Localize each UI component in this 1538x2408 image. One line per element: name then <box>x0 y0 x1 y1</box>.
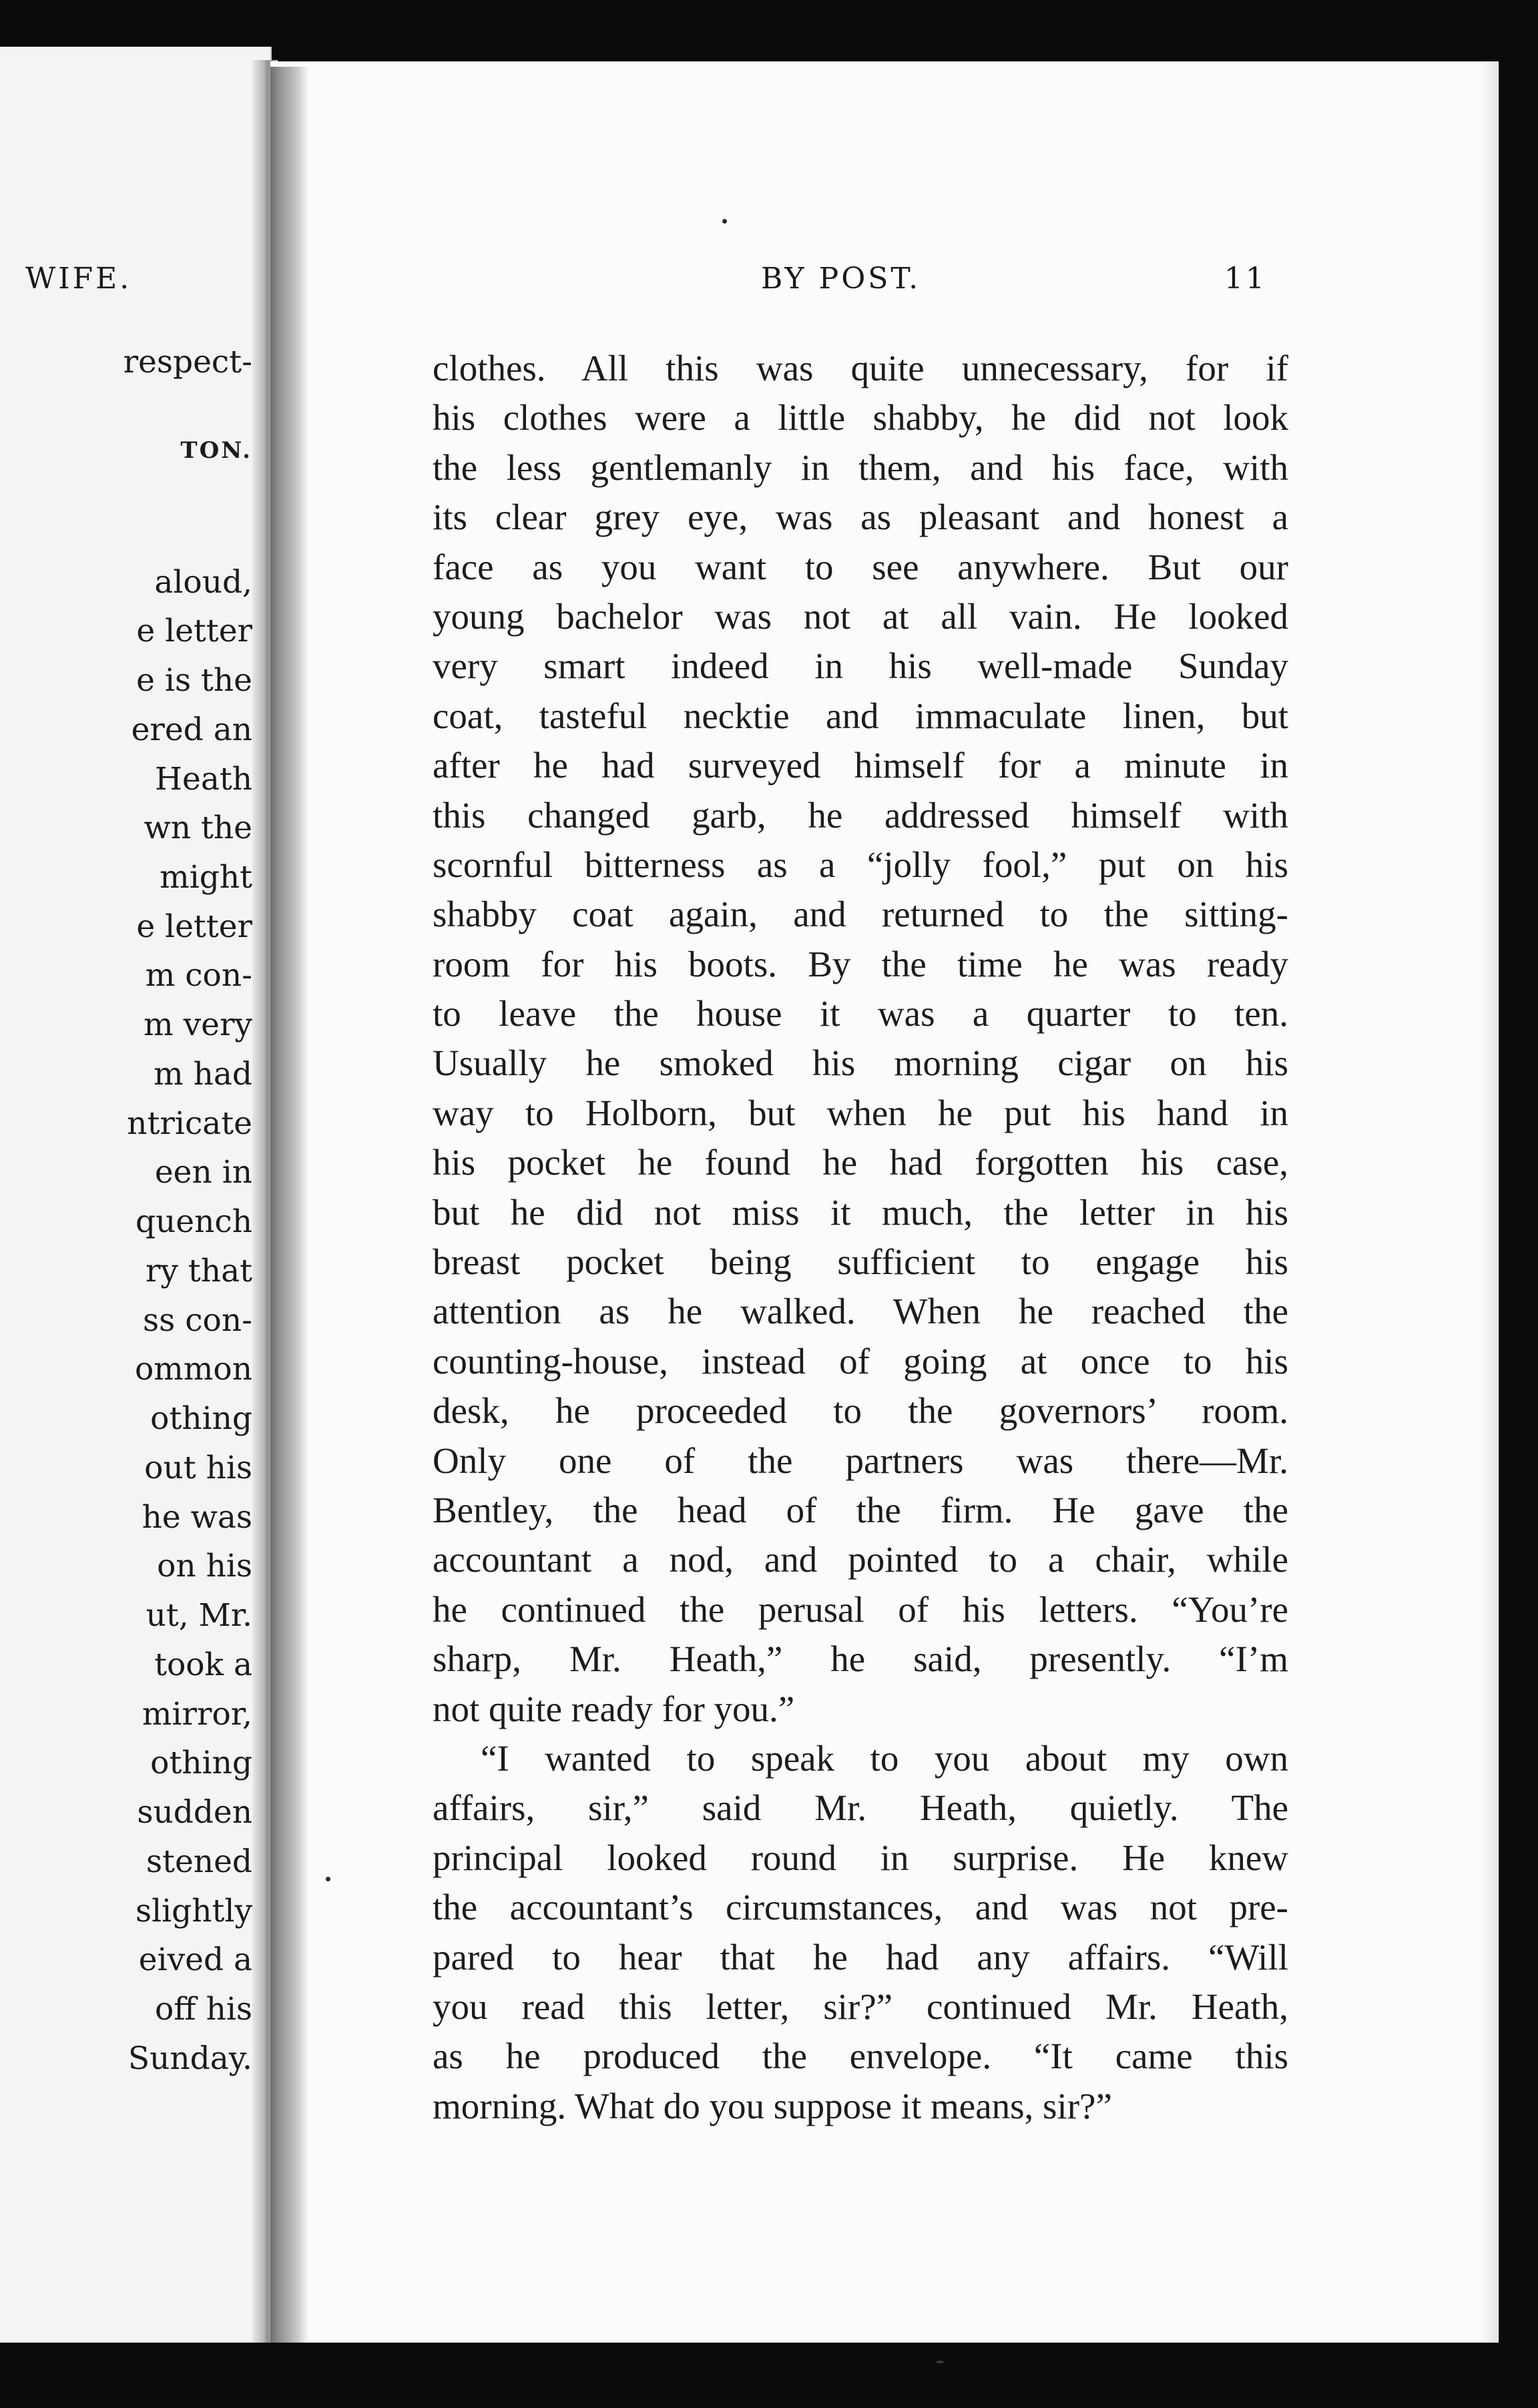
left-text-line: othing <box>150 1400 252 1437</box>
text-line: after he had surveyed himself for a minute in <box>433 745 1288 786</box>
text-line: Bentley, the head of the firm. He gave the <box>433 1489 1288 1530</box>
text-line: young bachelor was not at all vain. He looked <box>433 595 1288 637</box>
left-text-line: mirror, <box>142 1696 252 1733</box>
text-line: morning. What do you suppose it means, sir?” <box>433 2085 1112 2126</box>
left-text-line: Sunday. <box>127 2040 252 2077</box>
left-text-line: m had <box>154 1056 252 1093</box>
text-line: “I wanted to speak to you about my own <box>481 1737 1288 1779</box>
text-line: very smart indeed in his well-made Sunday <box>433 645 1288 687</box>
left-text-line: ntricate <box>127 1105 252 1142</box>
scan-speck <box>326 1877 330 1881</box>
text-line: its clear grey eye, was as pleasant and honest a <box>433 497 1288 538</box>
body-text <box>433 344 1288 2131</box>
text-line: shabby coat again, and returned to the sitting- <box>433 894 1288 935</box>
left-text-line: might <box>160 859 252 896</box>
text-line: sharp, Mr. Heath,” he said, presently. “I’m <box>433 1638 1288 1680</box>
left-text-line: e letter <box>136 908 252 945</box>
running-head-title: BY POST. <box>761 262 921 296</box>
left-text-line: ommon <box>135 1351 252 1388</box>
text-line: breast pocket being sufficient to engage his <box>433 1241 1288 1283</box>
left-text-line: quench <box>135 1203 252 1240</box>
page-number: 11 <box>1224 262 1267 296</box>
left-text-line: ut, Mr. <box>146 1597 252 1634</box>
text-line: way to Holborn, but when he put his hand in <box>433 1092 1288 1133</box>
text-line: but he did not miss it much, the letter in his <box>433 1191 1288 1233</box>
text-line: face as you want to see anywhere. But our <box>433 546 1288 587</box>
left-text-line: slightly <box>135 1893 252 1929</box>
left-text-line: out his <box>144 1450 252 1486</box>
right-page-edge <box>1481 61 1498 2344</box>
text-line: scornful bitterness as a “jolly fool,” put on his <box>433 844 1288 885</box>
left-text-line: eived a <box>138 1941 252 1978</box>
text-line: room for his boots. By the time he was ready <box>433 943 1288 984</box>
spine-shadow <box>270 67 309 2343</box>
text-line: Usually he smoked his morning cigar on his <box>433 1042 1288 1084</box>
scan-speck <box>936 2361 944 2363</box>
text-line: Only one of the partners was there—Mr. <box>433 1440 1288 1481</box>
left-text-line: m very <box>144 1006 252 1043</box>
text-line: he continued the perusal of his letters. “You’re <box>433 1588 1288 1630</box>
left-text-line: he was <box>142 1499 252 1536</box>
text-line: counting-house, instead of going at once to his <box>433 1340 1288 1382</box>
left-text-line: stened <box>146 1843 252 1880</box>
left-text-line: aloud, <box>154 564 252 601</box>
left-text-line: ered an <box>131 711 252 748</box>
left-page-text <box>0 0 252 2336</box>
left-text-line: ry that <box>145 1253 252 1289</box>
text-line: his pocket he found he had forgotten his case, <box>433 1142 1288 1183</box>
text-line: the accountant’s circumstances, and was not pre- <box>433 1887 1288 1928</box>
text-line: the less gentlemanly in them, and his face, with <box>433 446 1288 488</box>
left-text-line: e is the <box>136 662 252 699</box>
left-text-line: on his <box>157 1548 252 1584</box>
text-line: affairs, sir,” said Mr. Heath, quietly. The <box>433 1787 1288 1829</box>
text-line: as he produced the envelope. “It came this <box>433 2036 1288 2077</box>
left-text-line: ss con- <box>143 1302 252 1339</box>
left-text-line: m con- <box>145 957 252 994</box>
text-line: coat, tasteful necktie and immaculate linen, but <box>433 695 1288 736</box>
left-text-line: wn the <box>144 810 252 846</box>
left-running-head: WIFE. <box>25 262 132 296</box>
text-line: attention as he walked. When he reached the <box>433 1291 1288 1332</box>
left-text-line: respect- <box>123 344 252 380</box>
text-line: accountant a nod, and pointed to a chair, while <box>433 1539 1288 1580</box>
text-line: to leave the house it was a quarter to ten. <box>433 993 1288 1034</box>
text-line: not quite ready for you.” <box>433 1688 795 1729</box>
left-text-line: Heath <box>155 761 252 798</box>
text-line: this changed garb, he addressed himself with <box>433 794 1288 836</box>
left-text-line: took a <box>154 1646 252 1683</box>
left-text-line: othing <box>150 1745 252 1781</box>
scan-border <box>0 2343 1538 2408</box>
text-line: pared to hear that he had any affairs. “Will <box>433 1936 1288 1978</box>
left-text-line: off his <box>154 1991 252 2028</box>
text-line: his clothes were a little shabby, he did not look <box>433 397 1288 438</box>
left-text-line: e letter <box>136 613 252 649</box>
scan-speck <box>722 219 727 224</box>
left-text-line: TON. <box>180 437 252 464</box>
text-line: clothes. All this was quite unnecessary, for if <box>433 348 1288 388</box>
text-line: desk, he proceeded to the governors’ room. <box>433 1390 1288 1432</box>
left-text-line: sudden <box>137 1794 252 1831</box>
left-text-line: een in <box>154 1154 252 1191</box>
text-line: you read this letter, sir?” continued Mr. Heath, <box>433 1986 1288 2027</box>
text-line: principal looked round in surprise. He knew <box>433 1837 1288 1878</box>
